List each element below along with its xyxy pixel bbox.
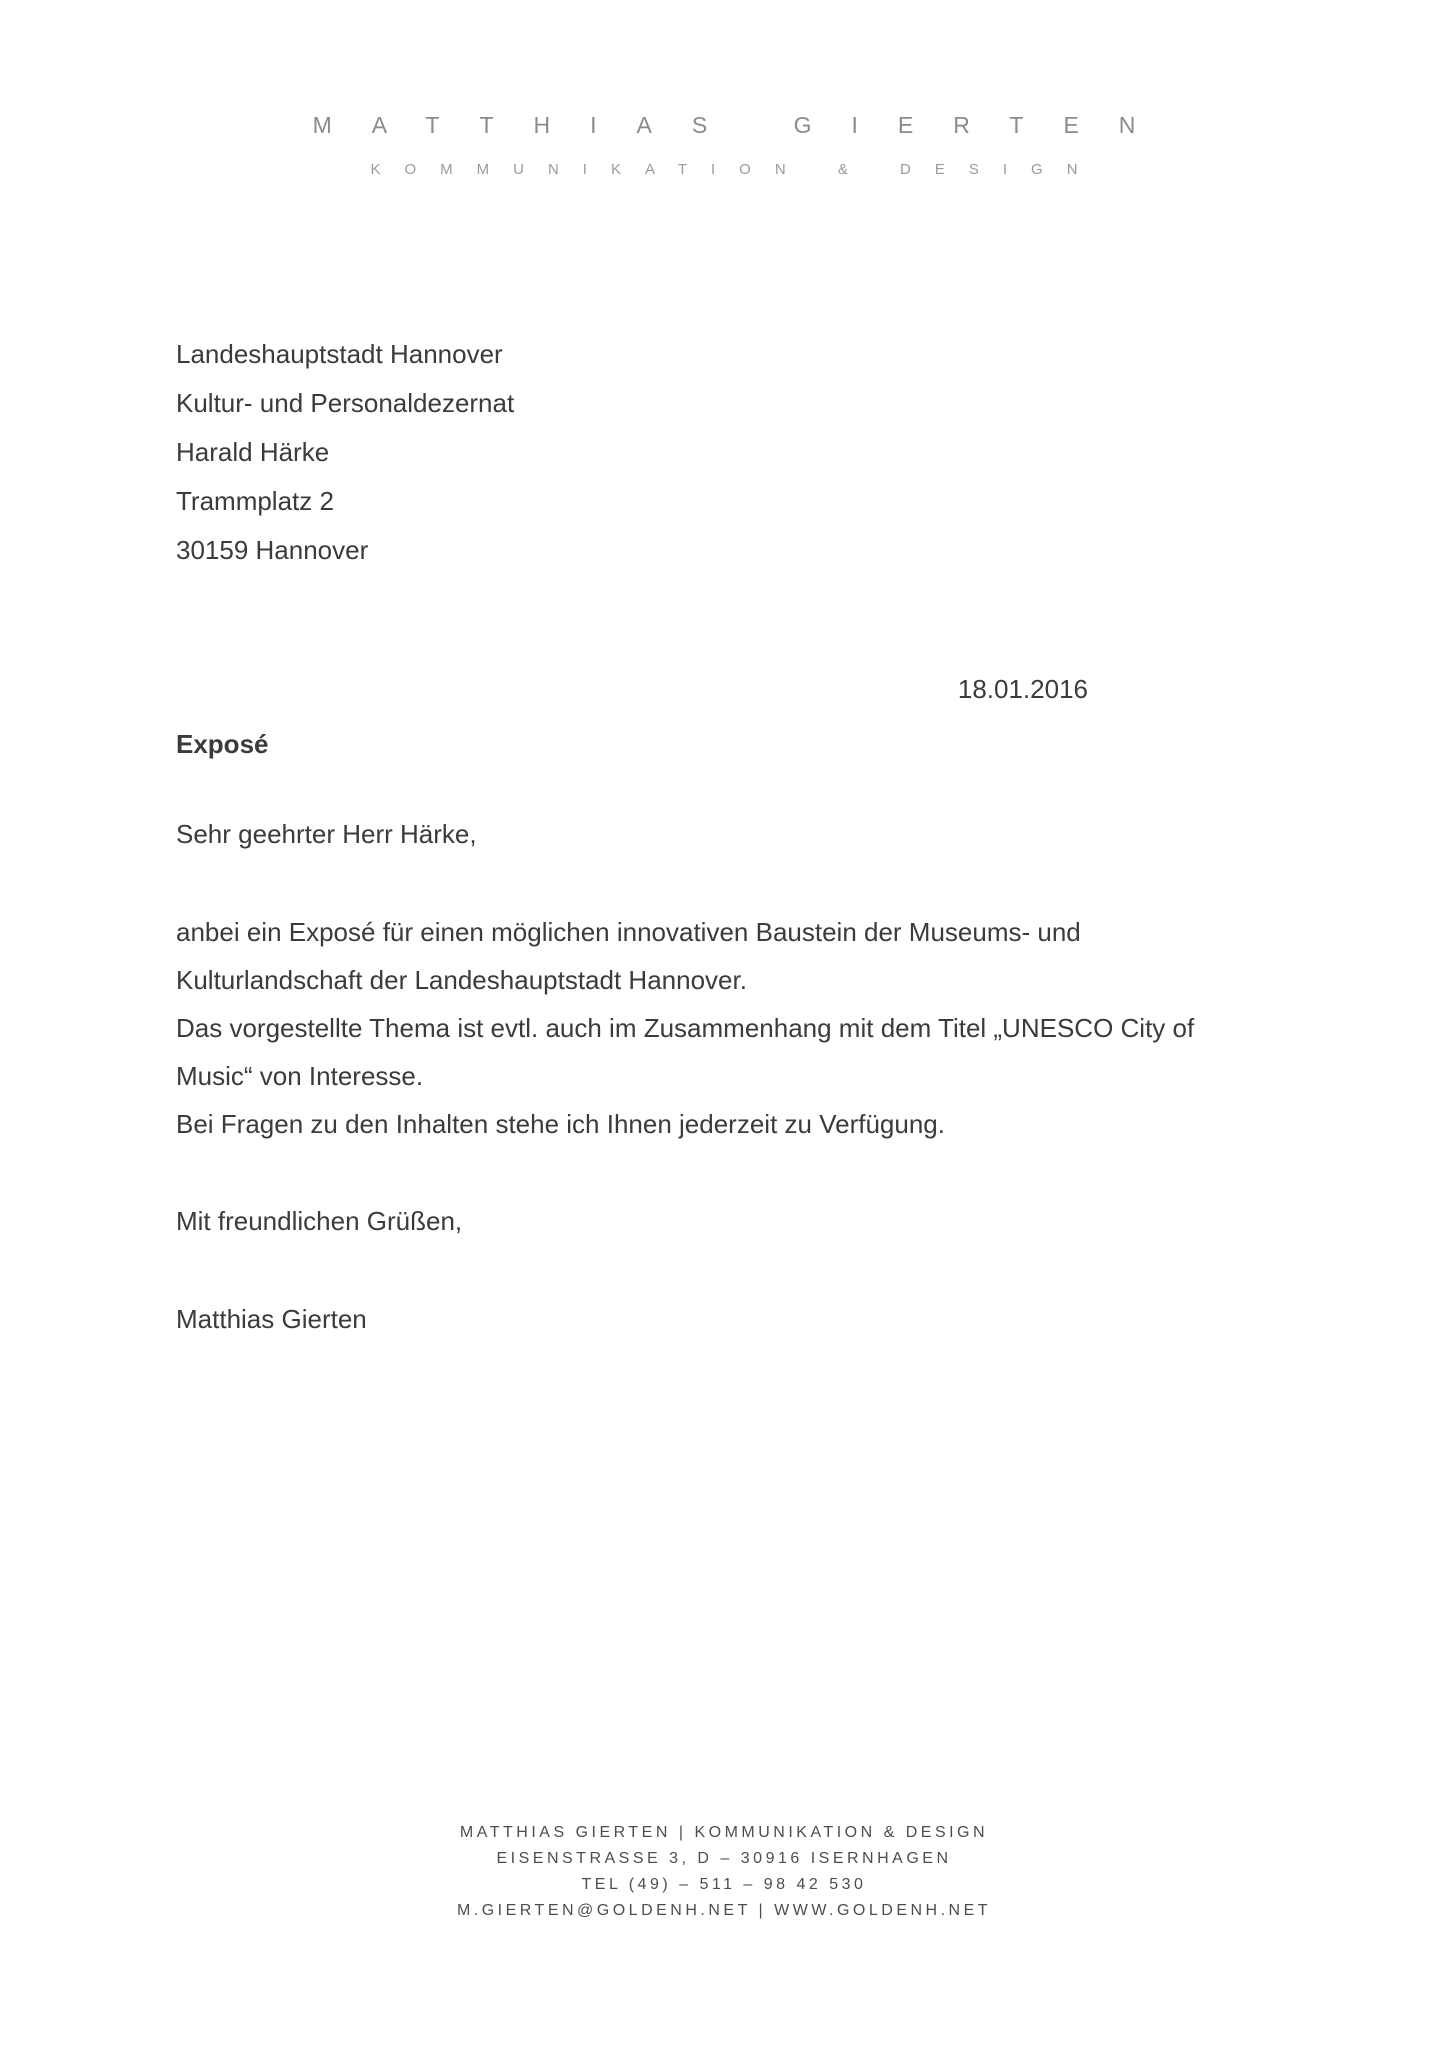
letterhead-name: MATTHIAS GIERTEN	[312, 112, 1176, 138]
footer-line: M.GIERTEN@GOLDENH.NET | WWW.GOLDENH.NET	[456, 1902, 992, 1919]
letterhead-tagline: KOMMUNIKATION & DESIGN	[370, 161, 1102, 178]
body-line: Bei Fragen zu den Inhalten stehe ich Ihnen jederzeit zu Verfügung.	[176, 1109, 945, 1139]
letterhead	[0, 112, 1448, 178]
letter-date: 18.01.2016	[957, 674, 1088, 704]
footer	[0, 1820, 1448, 1924]
body-line: Music“ von Interesse.	[176, 1061, 424, 1091]
recipient-address	[176, 330, 514, 575]
body-line: Das vorgestellte Thema ist evtl. auch im Zusammenhang mit dem Titel „UNESCO City of	[176, 1013, 1195, 1043]
footer-line: TEL (49) – 511 – 98 42 530	[581, 1876, 867, 1893]
signature-name: Matthias Gierten	[176, 1304, 367, 1334]
address-line: Landeshauptstadt Hannover	[176, 339, 503, 369]
address-line: Harald Härke	[176, 437, 330, 467]
body-line: Kulturlandschaft der Landeshauptstadt Hannover.	[176, 965, 747, 995]
body-line: anbei ein Exposé für einen möglichen innovativen Baustein der Museums- und	[176, 917, 1081, 947]
closing: Mit freundlichen Grüßen,	[176, 1206, 463, 1236]
salutation: Sehr geehrter Herr Härke,	[176, 819, 477, 849]
body-paragraph	[176, 908, 1306, 1148]
address-line: Trammplatz 2	[176, 486, 334, 516]
address-line: Kultur- und Personaldezernat	[176, 388, 515, 418]
footer-line: MATTHIAS GIERTEN | KOMMUNIKATION & DESIGN	[459, 1824, 989, 1841]
address-line: 30159 Hannover	[176, 535, 369, 565]
footer-line: EISENSTRASSE 3, D – 30916 ISERNHAGEN	[496, 1850, 952, 1867]
subject-line: Exposé	[176, 729, 269, 759]
